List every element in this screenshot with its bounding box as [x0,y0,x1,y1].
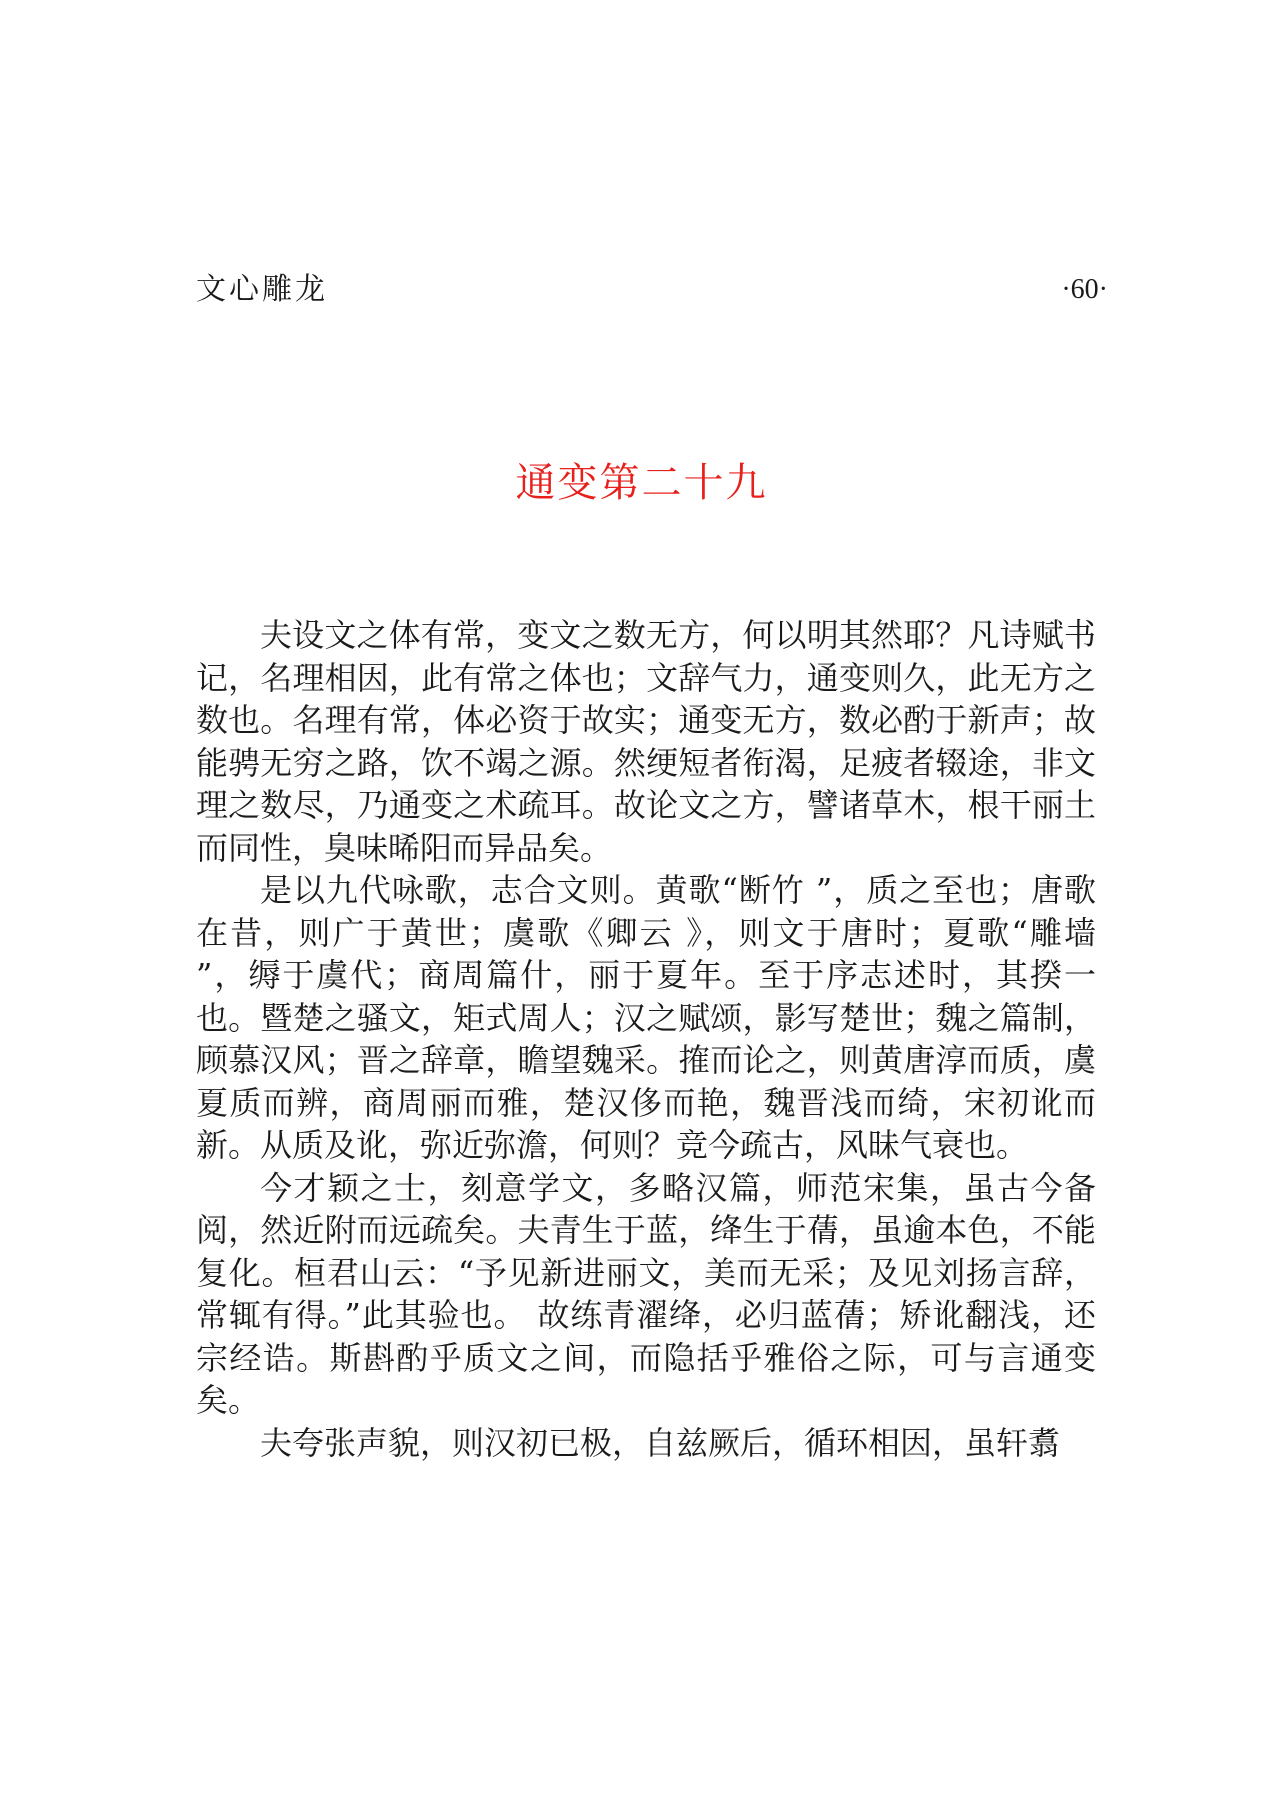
page-number: ·60· [1061,274,1108,305]
book-title: 文心雕龙 [196,272,328,307]
paragraph: 夫设文之体有常，变文之数无方，何以明其然耶？凡诗赋书记，名理相因，此有常之体也；文辞气力，通变则久，此无方之数也。名理有常，体必资于故实；通变无方，数必酌于新声；故能骋无穷之路，饮不竭之源。然绠短者衔渴，足疲者辍途，非文理之数尽，乃通变之术疏耳。故论文之方，譬诸草木，根干丽土而同性，臭味晞阳而异品矣。 [196,616,1096,867]
running-header [196,270,1108,310]
paragraph: 夫夸张声貌，则汉初已极，自兹厥后，循环相因，虽轩翥 [260,1423,1061,1462]
body-text [196,614,1096,1464]
chapter-title: 通变第二十九 [515,460,768,506]
paragraph: 是以九代咏歌，志合文则。黄歌“断竹 ”，质之至也；唐歌在昔，则广于黄世；虞歌《卿云 》，则文于唐时；夏歌“雕墙 ”，缛于虞代；商周篇什，丽于夏年。至于序志述时，其揆一也。暨楚之骚文，矩式周人；汉之赋颂，影写楚世；魏之篇制，顾慕汉风；晋之辞章，瞻望魏采。搉而论之，则黄唐淳而质，虞夏质而辨，商周丽而雅，楚汉侈而艳，魏晋浅而绮，宋初讹而新。从质及讹，弥近弥澹，何则？竞今疏古，风昧气衰也。 [196,871,1096,1164]
paragraph: 今才颖之士，刻意学文，多略汉篇，师范宋集，虽古今备阅，然近附而远疏矣。夫青生于蓝，绛生于蒨，虽逾本色，不能复化。桓君山云：“予见新进丽文，美而无采；及见刘扬言辞，常辄有得。”此其验也。 故练青濯绛，必归蓝蒨；矫讹翻浅，还宗经诰。斯斟酌乎质文之间，而隐括乎雅俗之际，可与言通变矣。 [196,1168,1096,1419]
